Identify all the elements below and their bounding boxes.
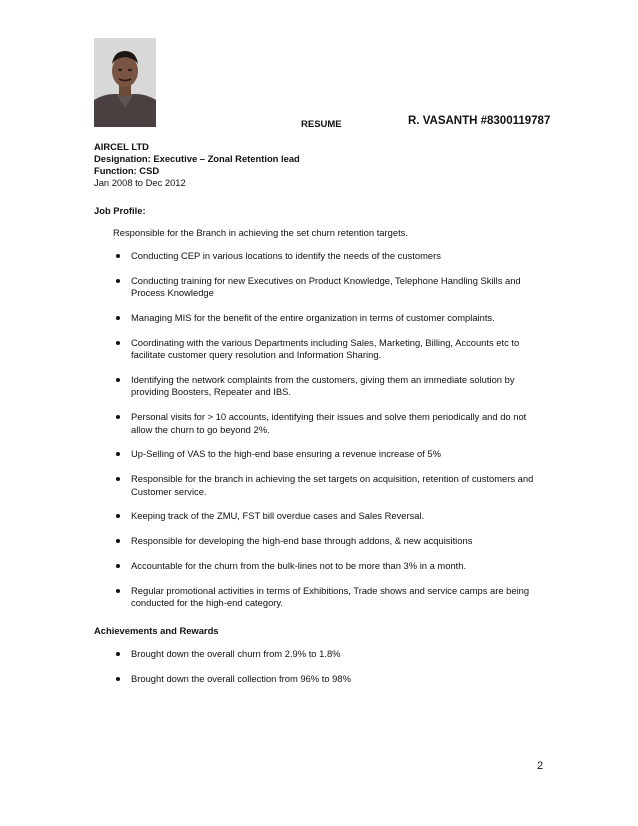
bullet-icon — [116, 539, 120, 543]
job-profile-heading: Job Profile: — [94, 205, 146, 216]
function: Function: CSD — [94, 165, 160, 176]
list-item: Accountable for the churn from the bulk-lines not to be more than 3% in a month. — [113, 560, 543, 572]
employment-period: Jan 2008 to Dec 2012 — [94, 177, 186, 188]
bullet-icon — [116, 652, 120, 656]
candidate-name-phone: R. VASANTH #8300119787 — [408, 115, 551, 127]
list-item: Responsible for developing the high-end base through addons, & new acquisitions — [113, 535, 543, 547]
designation: Designation: Executive – Zonal Retention lead — [94, 153, 300, 164]
achievements-heading: Achievements and Rewards — [94, 625, 219, 636]
job-profile-intro: Responsible for the Branch in achieving the set churn retention targets. — [113, 227, 408, 238]
bullet-icon — [116, 564, 120, 568]
achievements-list — [113, 648, 543, 698]
profile-photo — [94, 38, 156, 127]
bullet-icon — [116, 514, 120, 518]
list-item: Responsible for the branch in achieving the set targets on acquisition, retention of customers and Customer service. — [113, 473, 543, 498]
list-item: Conducting CEP in various locations to identify the needs of the customers — [113, 250, 543, 262]
bullet-icon — [116, 452, 120, 456]
list-item: Regular promotional activities in terms of Exhibitions, Trade shows and service camps are being conducted for the high-end category. — [113, 585, 543, 610]
list-item: Brought down the overall collection from 96% to 98% — [113, 673, 543, 685]
person-photo-icon — [94, 38, 156, 127]
list-item: Coordinating with the various Departments including Sales, Marketing, Billing, Accounts etc to facilitate customer query resolution and Information Sharing. — [113, 337, 543, 362]
bullet-icon — [116, 415, 120, 419]
job-profile-list — [113, 250, 543, 622]
list-item: Conducting training for new Executives on Product Knowledge, Telephone Handling Skills and Process Knowledge — [113, 275, 543, 300]
list-item: Keeping track of the ZMU, FST bill overdue cases and Sales Reversal. — [113, 510, 543, 522]
bullet-icon — [116, 677, 120, 681]
bullet-icon — [116, 589, 120, 593]
bullet-icon — [116, 341, 120, 345]
employment-block — [94, 141, 300, 189]
page-number: 2 — [537, 760, 544, 772]
list-item: Up-Selling of VAS to the high-end base ensuring a revenue increase of 5% — [113, 448, 543, 460]
list-item: Managing MIS for the benefit of the entire organization in terms of customer complaints. — [113, 312, 543, 324]
list-item: Brought down the overall churn from 2.9% to 1.8% — [113, 648, 543, 660]
list-item: Identifying the network complaints from the customers, giving them an immediate solution by providing Boosters, Repeater and IBS. — [113, 374, 543, 399]
bullet-icon — [116, 254, 120, 258]
company-name: AIRCEL LTD — [94, 141, 149, 152]
bullet-icon — [116, 279, 120, 283]
list-item: Personal visits for > 10 accounts, identifying their issues and solve them periodically and do not allow the churn to go beyond 2%. — [113, 411, 543, 436]
bullet-icon — [116, 378, 120, 382]
bullet-icon — [116, 477, 120, 481]
bullet-icon — [116, 316, 120, 320]
resume-label: RESUME — [301, 119, 342, 130]
